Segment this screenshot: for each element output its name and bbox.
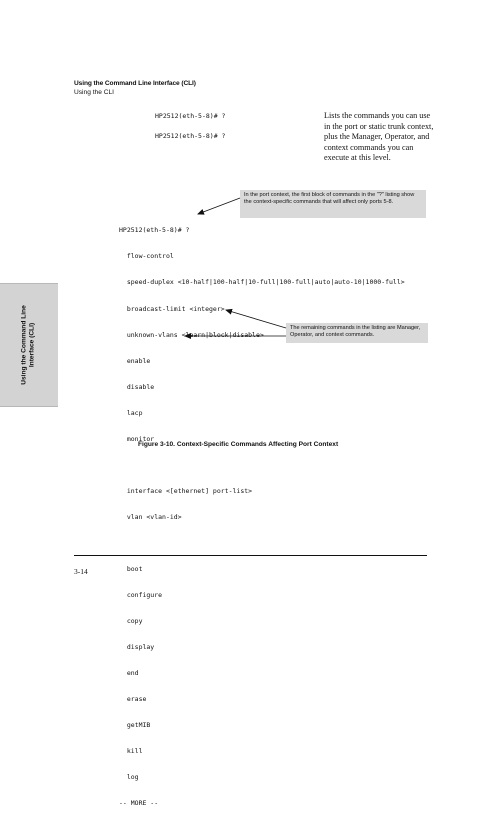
cli-listing-line: disable xyxy=(119,382,155,391)
arrow-to-vlan xyxy=(226,310,286,328)
cli-listing-line: kill xyxy=(119,747,143,756)
cli-listing-line: boot xyxy=(119,564,143,573)
cli-listing-line: display xyxy=(119,643,155,652)
cli-listing-line: unknown-vlans <learn|block|disable> xyxy=(119,330,264,339)
cli-listing-line: configure xyxy=(119,591,163,600)
page-number: 3-14 xyxy=(74,567,88,576)
cli-listing-line: enable xyxy=(119,356,151,365)
cli-listing-line: copy xyxy=(119,617,143,626)
cli-listing-line: speed-duplex <10-half|100-half|10-full|100-full|auto|auto-10|1000-full> xyxy=(119,278,405,287)
cli-listing-line: lacp xyxy=(119,408,143,417)
command-example-2: HP2512(eth-5-8)# ? xyxy=(155,132,226,140)
side-tab-line-2: Interface (CLI) xyxy=(29,322,36,368)
command-description: Lists the commands you can use in the port or static trunk context, plus the Manager, Operator, and context commands you can execute at this level. xyxy=(324,111,434,163)
callout-remaining-commands: The remaining commands in the listing are Manager, Operator, and context commands. xyxy=(286,323,428,343)
cli-listing-line: broadcast-limit <integer> xyxy=(119,304,225,313)
cli-listing-line: flow-control xyxy=(119,252,174,261)
cli-listing-line: log xyxy=(119,773,139,782)
callout-context-specific: In the port context, the first block of commands in the "?" listing show the context-specific commands that will affect only ports 5-8. xyxy=(240,190,426,218)
command-example-1: HP2512(eth-5-8)# ? xyxy=(155,112,226,120)
running-header-subtitle: Using the CLI xyxy=(74,89,114,96)
cli-listing-line: interface <[ethernet] port-list> xyxy=(119,486,253,495)
figure-caption: Figure 3-10. Context-Specific Commands Affecting Port Context xyxy=(138,441,339,448)
running-header-title: Using the Command Line Interface (CLI) xyxy=(74,80,196,87)
cli-listing-line: end xyxy=(119,669,139,678)
cli-listing-prompt: HP2512(eth-5-8)# ? xyxy=(119,226,190,235)
cli-listing-line: -- MORE -- xyxy=(119,799,159,808)
side-tab-line-1: Using the Command Line xyxy=(20,305,28,385)
cli-listing-line: monitor xyxy=(119,434,155,443)
cli-listing-line: vlan <vlan-id> xyxy=(119,512,182,521)
arrow-to-first-block xyxy=(198,198,240,214)
footer-rule xyxy=(74,555,427,556)
cli-listing-line: getMIB xyxy=(119,721,151,730)
cli-listing-line: erase xyxy=(119,695,147,704)
